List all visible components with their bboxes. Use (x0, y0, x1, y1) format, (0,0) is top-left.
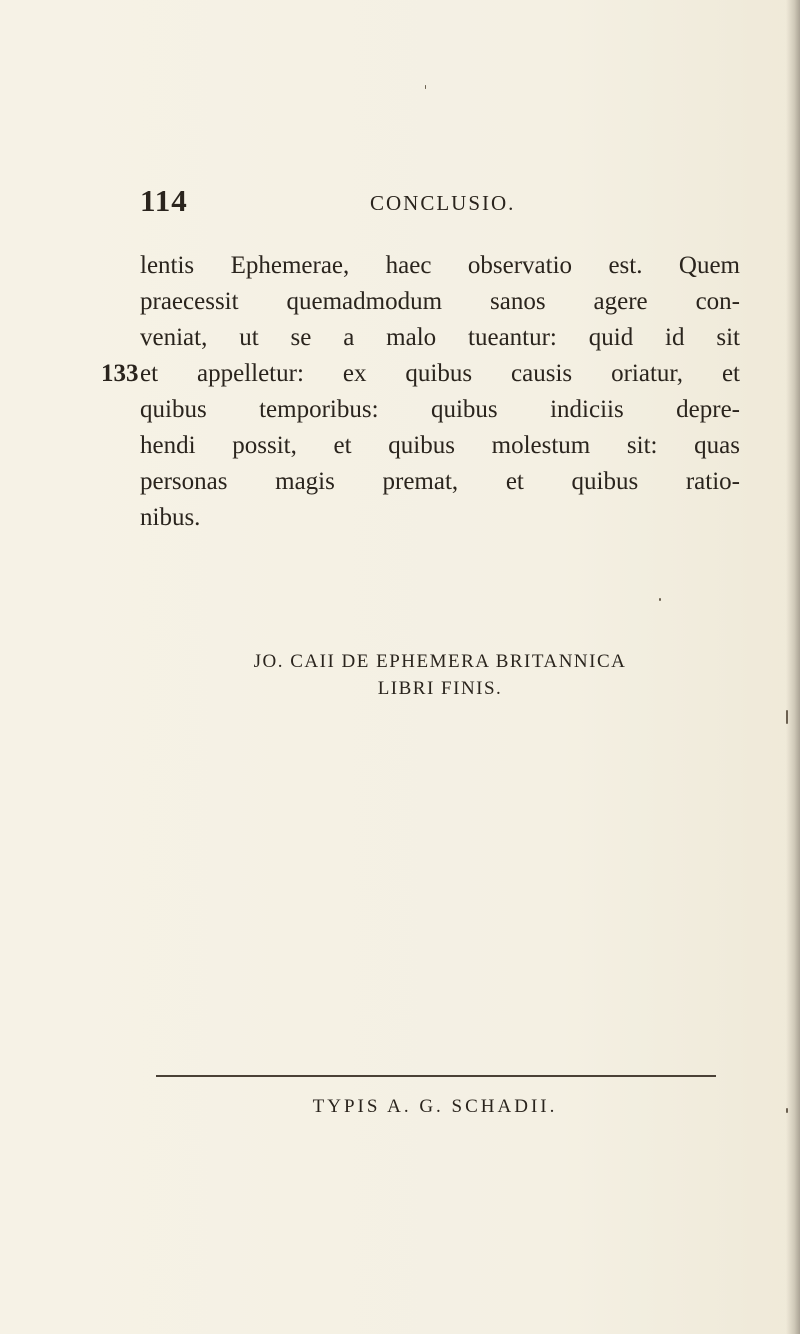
paper-speck (425, 85, 426, 89)
text-line: veniat, ut se a malo tueantur: quid id sit (140, 324, 740, 351)
text-line: personas magis premat, et quibus ratio- (140, 468, 740, 495)
text-line: praecessit quemadmodum sanos agere con- (140, 288, 740, 315)
page-edge-shadow (786, 0, 800, 1334)
text-line: lentis Ephemerae, haec observatio est. Quem (140, 252, 740, 279)
paper-speck (786, 710, 788, 724)
colophon-title: JO. CAII DE EPHEMERA BRITANNICA (253, 651, 627, 672)
text-line: quibus temporibus: quibus indiciis depre- (140, 396, 740, 423)
printer-rule (156, 1075, 716, 1077)
colophon (140, 648, 740, 702)
body-text (101, 248, 740, 536)
margin-page-number: 133 (101, 360, 139, 387)
page-number: 114 (140, 183, 188, 218)
text-line: et appelletur: ex quibus causis oriatur, et (140, 360, 740, 387)
text-line: nibus. (140, 504, 201, 531)
running-title: CONCLUSIO. (370, 191, 516, 215)
paper-speck (659, 598, 661, 601)
colophon-finis: LIBRI FINIS. (377, 678, 503, 699)
running-head (140, 183, 700, 223)
printer-imprint: TYPIS A. G. SCHADII. (312, 1096, 558, 1117)
paper-speck (786, 1108, 788, 1113)
text-line-with-margin-number (101, 356, 740, 392)
text-line: hendi possit, et quibus molestum sit: quas (140, 432, 740, 459)
